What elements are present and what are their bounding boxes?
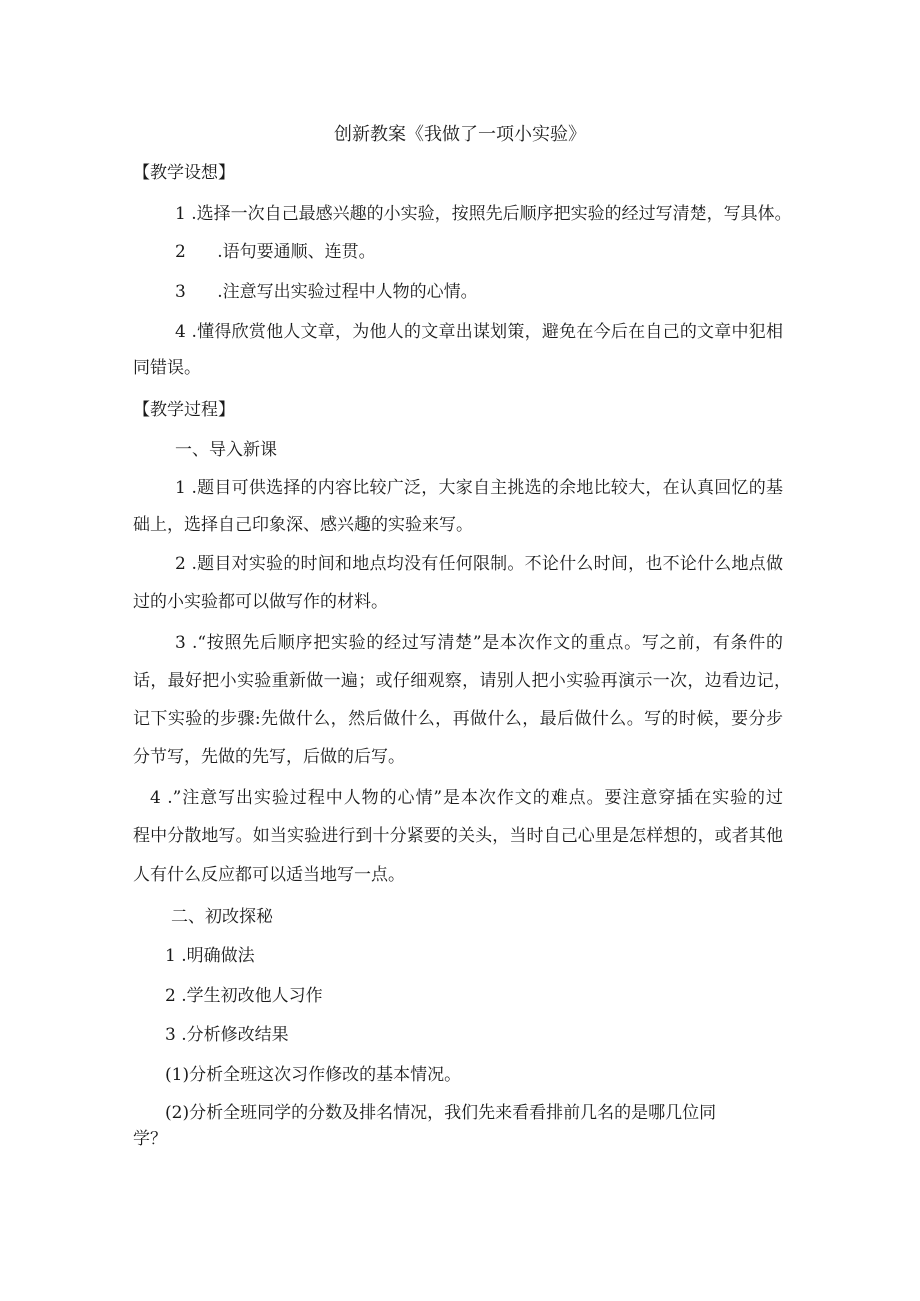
section-heading-process: 【教学过程】 (133, 400, 235, 420)
part2-item-3 (165, 1024, 289, 1046)
part1-item-3 (175, 632, 783, 654)
section-heading-design: 【教学设想】 (133, 163, 235, 183)
item-number: 3 (165, 1025, 176, 1045)
part1-item-3-line2: 话，最好把小实验重新做一遍；或仔细观察，请别人把小实验再演示一次，边看边记， (133, 671, 791, 691)
design-item-4 (175, 321, 783, 343)
item-text: .题目可供选择的内容比较广泛，大家自主挑选的余地比较大，在认真回忆的基 (191, 478, 784, 498)
item-text: .注意写出实验过程中人物的心情。 (217, 282, 478, 302)
item-text: .”注意写出实验过程中人物的心情”是本次作文的难点。要注意穿插在实验的过 (167, 788, 783, 808)
part2-sub-1: (1)分析全班这次习作修改的基本情况。 (165, 1065, 462, 1085)
design-item-3 (175, 281, 478, 303)
part1-item-4 (150, 787, 783, 809)
part1-item-1-line2: 础上，选择自己印象深、感兴趣的实验来写。 (133, 515, 473, 535)
part1-item-2 (175, 553, 783, 575)
item-number: 1 (175, 204, 186, 224)
item-text: .选择一次自己最感兴趣的小实验，按照先后顺序把实验的经过写清楚，写具体。 (191, 204, 792, 224)
item-text: .“按照先后顺序把实验的经过写清楚”是本次作文的重点。写之前，有条件的 (191, 633, 783, 653)
design-item-4-continued: 同错误。 (133, 358, 201, 378)
item-number: 3 (175, 282, 186, 302)
document-title: 创新教案《我做了一项小实验》 (334, 124, 586, 145)
part2-item-1 (165, 945, 255, 967)
part1-item-4-line2: 程中分散地写。如当实验进行到十分紧要的关头，当时自己心里是怎样想的，或者其他 (133, 826, 783, 846)
item-text: .题目对实验的时间和地点均没有任何限制。不论什么时间，也不论什么地点做 (191, 554, 784, 574)
item-text: .明确做法 (181, 946, 255, 966)
part1-item-4-line3: 人有什么反应都可以适当地写一点。 (133, 865, 405, 885)
part1-item-2-line2: 过的小实验都可以做写作的材料。 (133, 592, 388, 612)
item-number: 3 (175, 633, 186, 653)
part2-title: 二、初改探秘 (171, 907, 273, 927)
part2-sub-2: (2)分析全班同学的分数及排名情况，我们先来看看排前几名的是哪几位同 (165, 1103, 717, 1123)
part1-item-3-line3: 记下实验的步骤:先做什么，然后做什么，再做什么，最后做什么。写的时候，要分步 (133, 709, 783, 729)
part1-item-1 (175, 477, 783, 499)
item-text: .语句要通顺、连贯。 (217, 242, 376, 262)
item-number: 2 (175, 242, 186, 262)
part2-sub-2-line2: 学？ (133, 1129, 167, 1149)
item-number: 1 (165, 946, 176, 966)
item-number: 1 (175, 478, 186, 498)
item-text: .学生初改他人习作 (181, 986, 323, 1006)
item-number: 2 (175, 554, 186, 574)
part1-item-3-line4: 分节写，先做的先写，后做的后写。 (133, 747, 405, 767)
item-text: .懂得欣赏他人文章，为他人的文章出谋划策，避免在今后在自己的文章中犯相 (191, 322, 784, 342)
design-item-1 (175, 203, 792, 225)
part2-item-2 (165, 985, 323, 1007)
item-number: 4 (175, 322, 186, 342)
item-number: 2 (165, 986, 176, 1006)
item-number: 4 (150, 788, 161, 808)
part1-title: 一、导入新课 (175, 440, 277, 460)
item-text: .分析修改结果 (181, 1025, 289, 1045)
design-item-2 (175, 241, 376, 263)
